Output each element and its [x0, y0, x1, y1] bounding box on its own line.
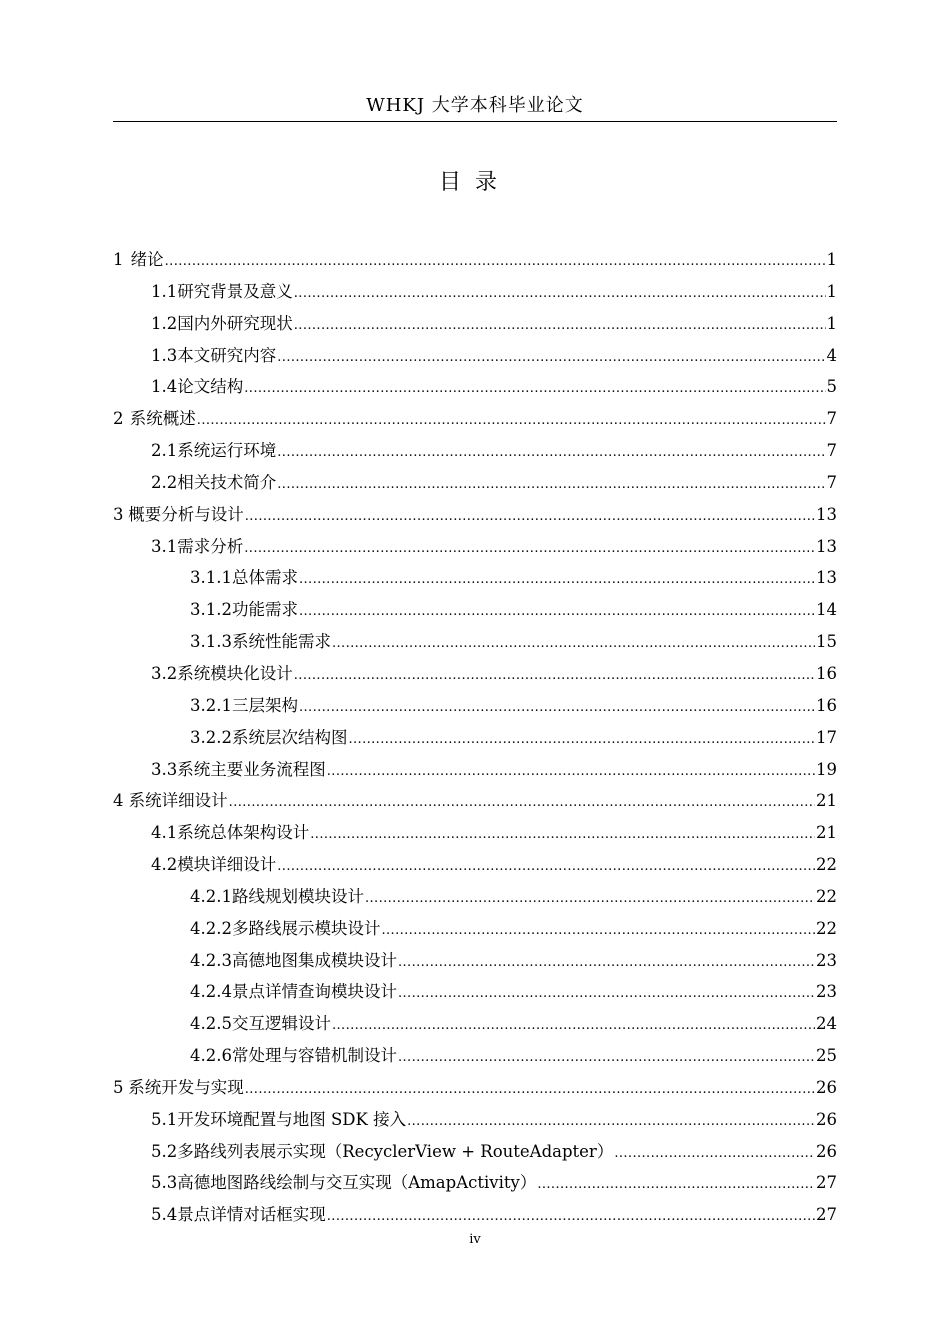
- toc-entry-page: 26: [816, 1109, 837, 1129]
- toc-dot-leader: [381, 916, 815, 946]
- toc-entry-title: 系统层次结构图: [231, 727, 348, 747]
- toc-entry-page: 23: [816, 982, 837, 1002]
- toc-entry-number: 4.2.1: [190, 886, 232, 906]
- toc-entry[interactable]: [113, 691, 837, 723]
- toc-entry-number: 4.1: [151, 823, 178, 843]
- toc-dot-leader: [537, 1170, 815, 1200]
- toc-entry-number: 3.2.2: [190, 727, 232, 747]
- toc-entry[interactable]: [113, 659, 837, 691]
- toc-entry[interactable]: [113, 946, 837, 978]
- toc-entry[interactable]: [113, 245, 837, 277]
- toc-entry-title: 需求分析: [177, 536, 244, 556]
- toc-entry-number: 5.3: [151, 1173, 178, 1193]
- toc-entry[interactable]: [113, 1041, 837, 1073]
- toc-entry-number: 4: [113, 791, 124, 811]
- toc-entry-page: 1: [826, 313, 837, 333]
- toc-entry-title: 多路线列表展示实现（RecyclerView + RouteAdapter）: [177, 1141, 614, 1161]
- toc-dot-leader: [299, 597, 815, 627]
- toc-entry-title: 三层架构: [231, 695, 298, 715]
- toc-entry-title: 系统开发与实现: [128, 1077, 244, 1097]
- toc-entry[interactable]: [113, 627, 837, 659]
- toc-entry[interactable]: [113, 723, 837, 755]
- toc-entry-number: 1.3: [151, 345, 178, 365]
- toc-dot-leader: [277, 470, 825, 500]
- toc-entry-number: 3.1.3: [190, 632, 232, 652]
- toc-entry-title: 系统模块化设计: [177, 663, 293, 683]
- toc-entry[interactable]: [113, 532, 837, 564]
- toc-entry-number: 1.2: [151, 313, 178, 333]
- toc-dot-leader: [398, 979, 815, 1009]
- toc-entry[interactable]: [113, 1009, 837, 1041]
- toc-dot-leader: [299, 565, 815, 595]
- toc-entry[interactable]: [113, 595, 837, 627]
- toc-dot-leader: [229, 788, 815, 818]
- toc-entry-page: 7: [826, 409, 837, 429]
- toc-entry[interactable]: [113, 818, 837, 850]
- toc-entry-title: 系统运行环境: [177, 441, 277, 461]
- toc-entry-title: 国内外研究现状: [177, 313, 293, 333]
- toc-dot-leader: [407, 1107, 815, 1137]
- toc-entry-title: 论文结构: [177, 377, 244, 397]
- toc-entry-page: 25: [816, 1046, 837, 1066]
- toc-entry-number: 2: [113, 409, 124, 429]
- toc-entry[interactable]: [113, 277, 837, 309]
- toc-entry-title: 本文研究内容: [177, 345, 277, 365]
- toc-entry[interactable]: [113, 372, 837, 404]
- toc-entry-title: 系统详细设计: [128, 791, 228, 811]
- toc-dot-leader: [277, 343, 825, 373]
- toc-entry[interactable]: [113, 404, 837, 436]
- toc-dot-leader: [244, 374, 825, 404]
- toc-dot-leader: [365, 884, 815, 914]
- toc-entry-title: 常处理与容错机制设计: [231, 1046, 397, 1066]
- toc-dot-leader: [245, 502, 815, 532]
- toc-entry-title: 多路线展示模块设计: [231, 918, 381, 938]
- toc-title: 目录: [438, 170, 511, 195]
- toc-entry-number: 4.2.2: [190, 918, 232, 938]
- toc-entry[interactable]: [113, 563, 837, 595]
- toc-entry[interactable]: [113, 786, 837, 818]
- toc-entry-number: 2.2: [151, 472, 178, 492]
- toc-dot-leader: [165, 247, 826, 277]
- toc-entry[interactable]: [113, 977, 837, 1009]
- toc-entry[interactable]: [113, 436, 837, 468]
- table-of-contents: [113, 245, 837, 1232]
- toc-entry-title: 交互逻辑设计: [231, 1014, 331, 1034]
- toc-entry-number: 1.4: [151, 377, 178, 397]
- toc-dot-leader: [327, 1202, 815, 1232]
- toc-entry[interactable]: [113, 1073, 837, 1105]
- toc-entry-title: 开发环境配置与地图 SDK 接入: [177, 1109, 407, 1129]
- toc-entry-number: 5.1: [151, 1109, 178, 1129]
- toc-entry-page: 22: [816, 855, 837, 875]
- toc-entry-title: 概要分析与设计: [128, 504, 244, 524]
- toc-entry-page: 26: [816, 1077, 837, 1097]
- toc-dot-leader: [245, 1075, 815, 1105]
- toc-entry-number: 4.2.5: [190, 1014, 232, 1034]
- toc-entry-number: 3.2.1: [190, 695, 232, 715]
- toc-entry-page: 7: [826, 441, 837, 461]
- page-number: iv: [469, 1232, 481, 1247]
- toc-dot-leader: [348, 725, 815, 755]
- toc-entry-page: 26: [816, 1141, 837, 1161]
- toc-entry-page: 21: [816, 791, 837, 811]
- toc-entry-page: 15: [816, 632, 837, 652]
- toc-entry-page: 4: [826, 345, 837, 365]
- toc-dot-leader: [294, 279, 826, 309]
- toc-entry[interactable]: [113, 309, 837, 341]
- toc-entry-number: 3.1: [151, 536, 178, 556]
- toc-entry-page: 7: [826, 472, 837, 492]
- toc-entry-page: 1: [826, 250, 837, 269]
- toc-entry-page: 21: [816, 823, 837, 843]
- toc-entry-title: 总体需求: [231, 568, 298, 588]
- toc-entry-page: 16: [816, 663, 837, 683]
- toc-dot-leader: [277, 852, 815, 882]
- toc-entry-title: 系统概述: [129, 409, 196, 429]
- toc-entry-number: 3: [113, 504, 124, 524]
- toc-entry[interactable]: [113, 1105, 837, 1137]
- toc-dot-leader: [244, 534, 815, 564]
- toc-entry[interactable]: [113, 1137, 837, 1169]
- toc-entry[interactable]: [113, 914, 837, 946]
- toc-entry-page: 13: [816, 536, 837, 556]
- toc-entry-title: 研究背景及意义: [177, 281, 293, 301]
- toc-entry[interactable]: [113, 882, 837, 914]
- toc-dot-leader: [197, 406, 826, 436]
- toc-entry-page: 16: [816, 695, 837, 715]
- toc-dot-leader: [294, 661, 815, 691]
- toc-entry-number: 4.2.6: [190, 1046, 232, 1066]
- toc-dot-leader: [277, 438, 825, 468]
- toc-entry-page: 13: [816, 568, 837, 588]
- toc-entry-page: 27: [816, 1205, 837, 1225]
- toc-entry-number: 3.1.1: [190, 568, 232, 588]
- toc-entry-number: 4.2.4: [190, 982, 232, 1002]
- toc-entry-title: 绪论: [130, 250, 164, 269]
- toc-entry-number: 4.2: [151, 855, 178, 875]
- toc-entry-page: 13: [816, 504, 837, 524]
- toc-entry-title: 高德地图集成模块设计: [231, 950, 397, 970]
- toc-dot-leader: [310, 820, 815, 850]
- toc-entry[interactable]: [113, 341, 837, 373]
- toc-entry-number: 1: [113, 250, 124, 269]
- toc-dot-leader: [327, 757, 815, 787]
- toc-entry-title: 系统总体架构设计: [177, 823, 310, 843]
- toc-entry-title: 景点详情对话框实现: [177, 1205, 326, 1225]
- toc-entry-page: 22: [816, 918, 837, 938]
- toc-dot-leader: [332, 629, 815, 659]
- toc-entry-page: 23: [816, 950, 837, 970]
- toc-entry-page: 14: [816, 600, 837, 620]
- toc-dot-leader: [299, 693, 815, 723]
- toc-entry-page: 17: [816, 727, 837, 747]
- toc-entry-title: 高德地图路线绘制与交互实现（AmapActivity）: [177, 1173, 537, 1193]
- toc-entry-title: 系统性能需求: [231, 632, 331, 652]
- toc-entry-number: 3.3: [151, 759, 178, 779]
- toc-dot-leader: [614, 1139, 815, 1169]
- toc-entry[interactable]: [113, 468, 837, 500]
- toc-entry[interactable]: [113, 500, 837, 532]
- toc-entry-number: 1.1: [151, 281, 178, 301]
- toc-entry[interactable]: [113, 1168, 837, 1200]
- toc-entry-number: 3.2: [151, 663, 178, 683]
- toc-entry-title: 功能需求: [231, 600, 298, 620]
- toc-entry-title: 景点详情查询模块设计: [231, 982, 397, 1002]
- toc-entry-page: 24: [816, 1014, 837, 1034]
- toc-entry-page: 1: [826, 281, 837, 301]
- toc-entry[interactable]: [113, 755, 837, 787]
- running-header: WHKJ 大学本科毕业论文: [366, 95, 584, 116]
- toc-entry-title: 模块详细设计: [177, 855, 277, 875]
- toc-entry-page: 5: [826, 377, 837, 397]
- toc-entry-page: 19: [816, 759, 837, 779]
- toc-dot-leader: [294, 311, 826, 341]
- toc-dot-leader: [332, 1011, 815, 1041]
- toc-entry-number: 3.1.2: [190, 600, 232, 620]
- toc-entry-page: 27: [816, 1173, 837, 1193]
- toc-entry-title: 路线规划模块设计: [231, 886, 364, 906]
- toc-entry[interactable]: [113, 1200, 837, 1232]
- toc-dot-leader: [398, 948, 815, 978]
- toc-entry[interactable]: [113, 850, 837, 882]
- toc-entry-number: 5: [113, 1077, 124, 1097]
- header-rule: [113, 121, 837, 122]
- toc-dot-leader: [398, 1043, 815, 1073]
- toc-entry-title: 系统主要业务流程图: [177, 759, 326, 779]
- toc-entry-number: 4.2.3: [190, 950, 232, 970]
- toc-entry-number: 5.2: [151, 1141, 178, 1161]
- toc-entry-number: 5.4: [151, 1205, 178, 1225]
- toc-entry-title: 相关技术简介: [177, 472, 277, 492]
- toc-entry-number: 2.1: [151, 441, 178, 461]
- toc-entry-page: 22: [816, 886, 837, 906]
